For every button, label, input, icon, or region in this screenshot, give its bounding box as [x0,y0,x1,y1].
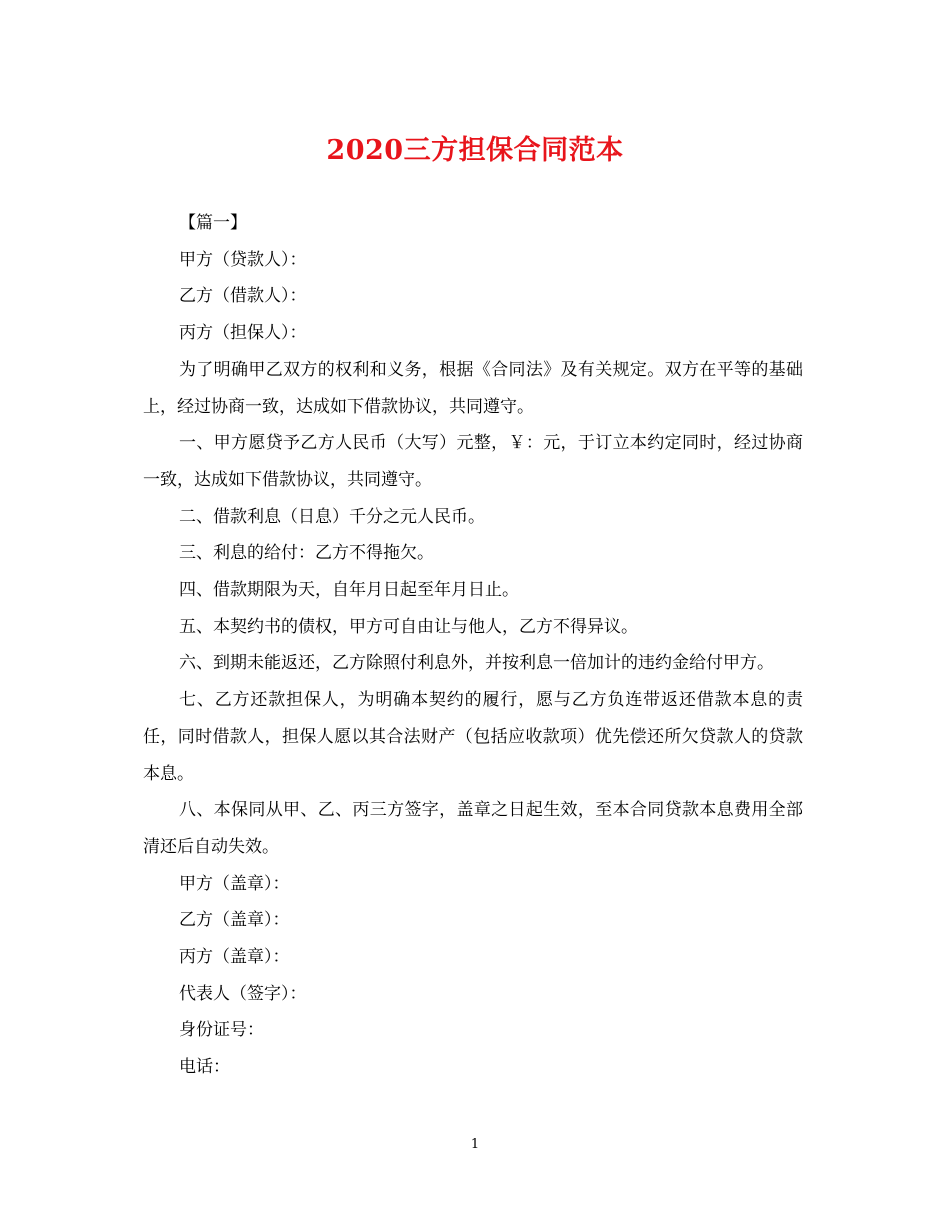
id-number-line: 身份证号： [179,1020,264,1041]
document-title: 2020三方担保合同范本 [326,135,624,166]
party-b-borrower-line: 乙方（借款人）： [179,286,307,307]
clause-8: 八、本保同从甲、乙、丙三方签字，盖章之日起生效，至本合同贷款本息费用全部清还后自动失效。 [143,800,803,857]
phone-line: 电话： [179,1057,230,1078]
clause-1: 一、甲方愿贷予乙方人民币（大写）元整，￥：元，于订立本约定同时，经过协商一致，达成如下借款协议，共同遵守。 [143,433,803,490]
party-a-lender-line: 甲方（贷款人）： [179,249,307,270]
clause-3: 三、利息的给付：乙方不得拖欠。 [179,543,434,564]
party-a-seal-line: 甲方（盖章）： [179,873,290,894]
clause-2: 二、借款利息（日息）千分之元人民币。 [179,506,485,527]
party-c-guarantor-line: 丙方（担保人）： [179,323,307,344]
preamble-paragraph: 为了明确甲乙双方的权利和义务，根据《合同法》及有关规定。双方在平等的基础上，经过协商一致，达成如下借款协议，共同遵守。 [143,359,803,417]
party-b-seal-line: 乙方（盖章）： [179,910,290,931]
clause-7: 七、乙方还款担保人，为明确本契约的履行，愿与乙方负连带返还借款本息的责任，同时借款人，担保人愿以其合法财产（包括应收款项）优先偿还所欠贷款人的贷款本息。 [143,690,803,784]
document-body [143,205,803,1086]
clause-4: 四、借款期限为天，自年月日起至年月日止。 [179,580,519,601]
clause-5: 五、本契约书的债权，甲方可自由让与他人，乙方不得异议。 [179,616,638,637]
section-heading: 【篇一】 [179,213,247,233]
page-number: 1 [470,1137,480,1152]
clause-6: 六、到期未能返还，乙方除照付利息外，并按利息一倍加计的违约金给付甲方。 [179,653,774,674]
party-c-seal-line: 丙方（盖章）： [179,947,290,968]
representative-signature-line: 代表人（签字）： [179,983,307,1004]
